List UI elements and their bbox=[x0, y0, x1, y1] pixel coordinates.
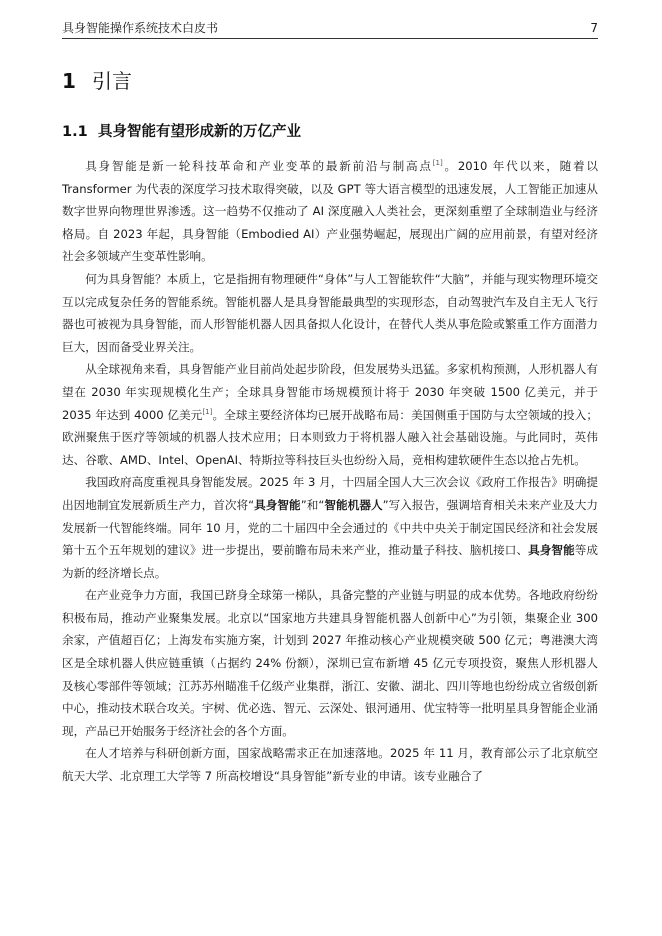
bold-term: 具身智能 bbox=[254, 497, 301, 512]
section-number: 1 bbox=[62, 69, 76, 93]
paragraph-5: 在产业竞争力方面，我国已跻身全球第一梯队，具备完整的产业链与明显的成本优势。各地政府纷纷积极布局，推动产业聚集发展。北京以“国家地方共建具身智能机器人创新中心”为引领，集聚企业 300 余家，产值超百亿；上海发布实施方案，计划到 2027 年推动核心产业规模突破 500 亿元；粤港澳大湾区是全球机器人供应链重镇（占据约 24% 份额），深圳已宣布新增 45 亿元专项投资，聚焦人形机器人及核心零部件等领域；江苏苏州瞄准千亿级产业集群，浙江、安徽、湖北、四川等地也纷纷成立省级创新中心，推动技术联合攻关。宇树、优必选、智元、云深处、银河通用、优宝特等一批明星具身智能企业涌现，产品已开始服务于经济社会的各个方面。 bbox=[62, 588, 598, 738]
subsection-number: 1.1 bbox=[62, 124, 88, 140]
paragraph-3 bbox=[62, 358, 598, 471]
paragraph-4-text-a: 我国政府高度重视具身智能发展。2025 年 3 月，十四届全国人大三次会议《政府工作报告》明确提出因地制宜发展新质生产力，首次将“ bbox=[62, 475, 598, 512]
paragraph-1 bbox=[62, 155, 598, 268]
paragraph-4-text-d: 等成为新的经济增长点。 bbox=[62, 543, 598, 580]
paragraph-1-text-a: 具身智能是新一轮科技革命和产业变革的最新前沿与制高点 bbox=[85, 159, 433, 173]
bold-term: 智能机器人 bbox=[324, 497, 383, 512]
section-title: 引言 bbox=[92, 69, 132, 93]
paragraph-2: 何为具身智能？本质上，它是指拥有物理硬件“身体”与人工智能软件“大脑”，并能与现实物理环境交互以完成复杂任务的智能系统。智能机器人是具身智能最典型的实现形态，自动驾驶汽车及自主无人飞行器也可被视为具身智能，而人形智能机器人因具备拟人化设计，在替代人类从事危险或繁重工作方面潜力巨大，因而备受业界关注。 bbox=[62, 271, 598, 354]
paragraph-1-text-b: 。2010 年代以来，随着以 Transformer 为代表的深度学习技术取得突破，以及 GPT 等大语言模型的迅速发展，人工智能正加速从数字世界向物理世界渗透。这一趋势不仅推动了 AI 深度融入人类社会，更深刻重塑了全球制造业与经济格局。自 2023 年起，具身智能（Embodied AI）产业强势崛起，展现出广阔的应用前景，有望对经济社会多领域产生变革性影响。 bbox=[62, 159, 598, 264]
header-title: 具身智能操作系统技术白皮书 bbox=[62, 21, 219, 35]
body-text bbox=[62, 155, 598, 788]
paragraph-4-text-b: ”和“ bbox=[300, 497, 325, 512]
bold-term: 具身智能 bbox=[528, 543, 575, 558]
paragraph-4-text-c: ”写入报告，强调培育相关未来产业及大力发展新一代智能终端。同年 10 月，党的二十届四中全会通过的《中共中央关于制定国民经济和社会发展第十五个五年规划的建议》进一步提出，要前瞻布局未来产业，推动量子科技、脑机接口、 bbox=[62, 497, 598, 558]
subsection-title: 具身智能有望形成新的万亿产业 bbox=[98, 124, 301, 140]
running-header bbox=[62, 20, 598, 39]
citation-ref: [1] bbox=[202, 407, 213, 416]
section-heading bbox=[62, 67, 132, 95]
page-number: 7 bbox=[590, 21, 598, 35]
citation-ref: [1] bbox=[432, 159, 443, 167]
subsection-heading bbox=[62, 121, 301, 143]
paragraph-6: 在人才培养与科研创新方面，国家战略需求正在加速落地。2025 年 11 月，教育部公示了北京航空航天大学、北京理工大学等 7 所高校增设“具身智能”新专业的申请。该专业融合了 bbox=[62, 746, 598, 784]
paragraph-3-text-b: 。全球主要经济体均已展开战略布局：美国侧重于国防与太空领域的投入；欧洲聚焦于医疗等领域的机器人技术应用；日本则致力于将机器人融入社会基础设施。与此同时，英伟达、谷歌、AMD、Intel、OpenAI、特斯拉等科技巨头也纷纷入局，竞相构建软硬件生态以抢占先机。 bbox=[62, 407, 598, 467]
paragraph-3-text-a: 从全球视角来看，具身智能产业目前尚处起步阶段，但发展势头迅猛。多家机构预测，人形机器人有望在 2030 年实现规模化生产；全球具身智能市场规模预计将于 2030 年突破 1500 亿美元，并于 2035 年达到 4000 亿美元 bbox=[62, 362, 598, 422]
paragraph-4 bbox=[62, 471, 598, 584]
